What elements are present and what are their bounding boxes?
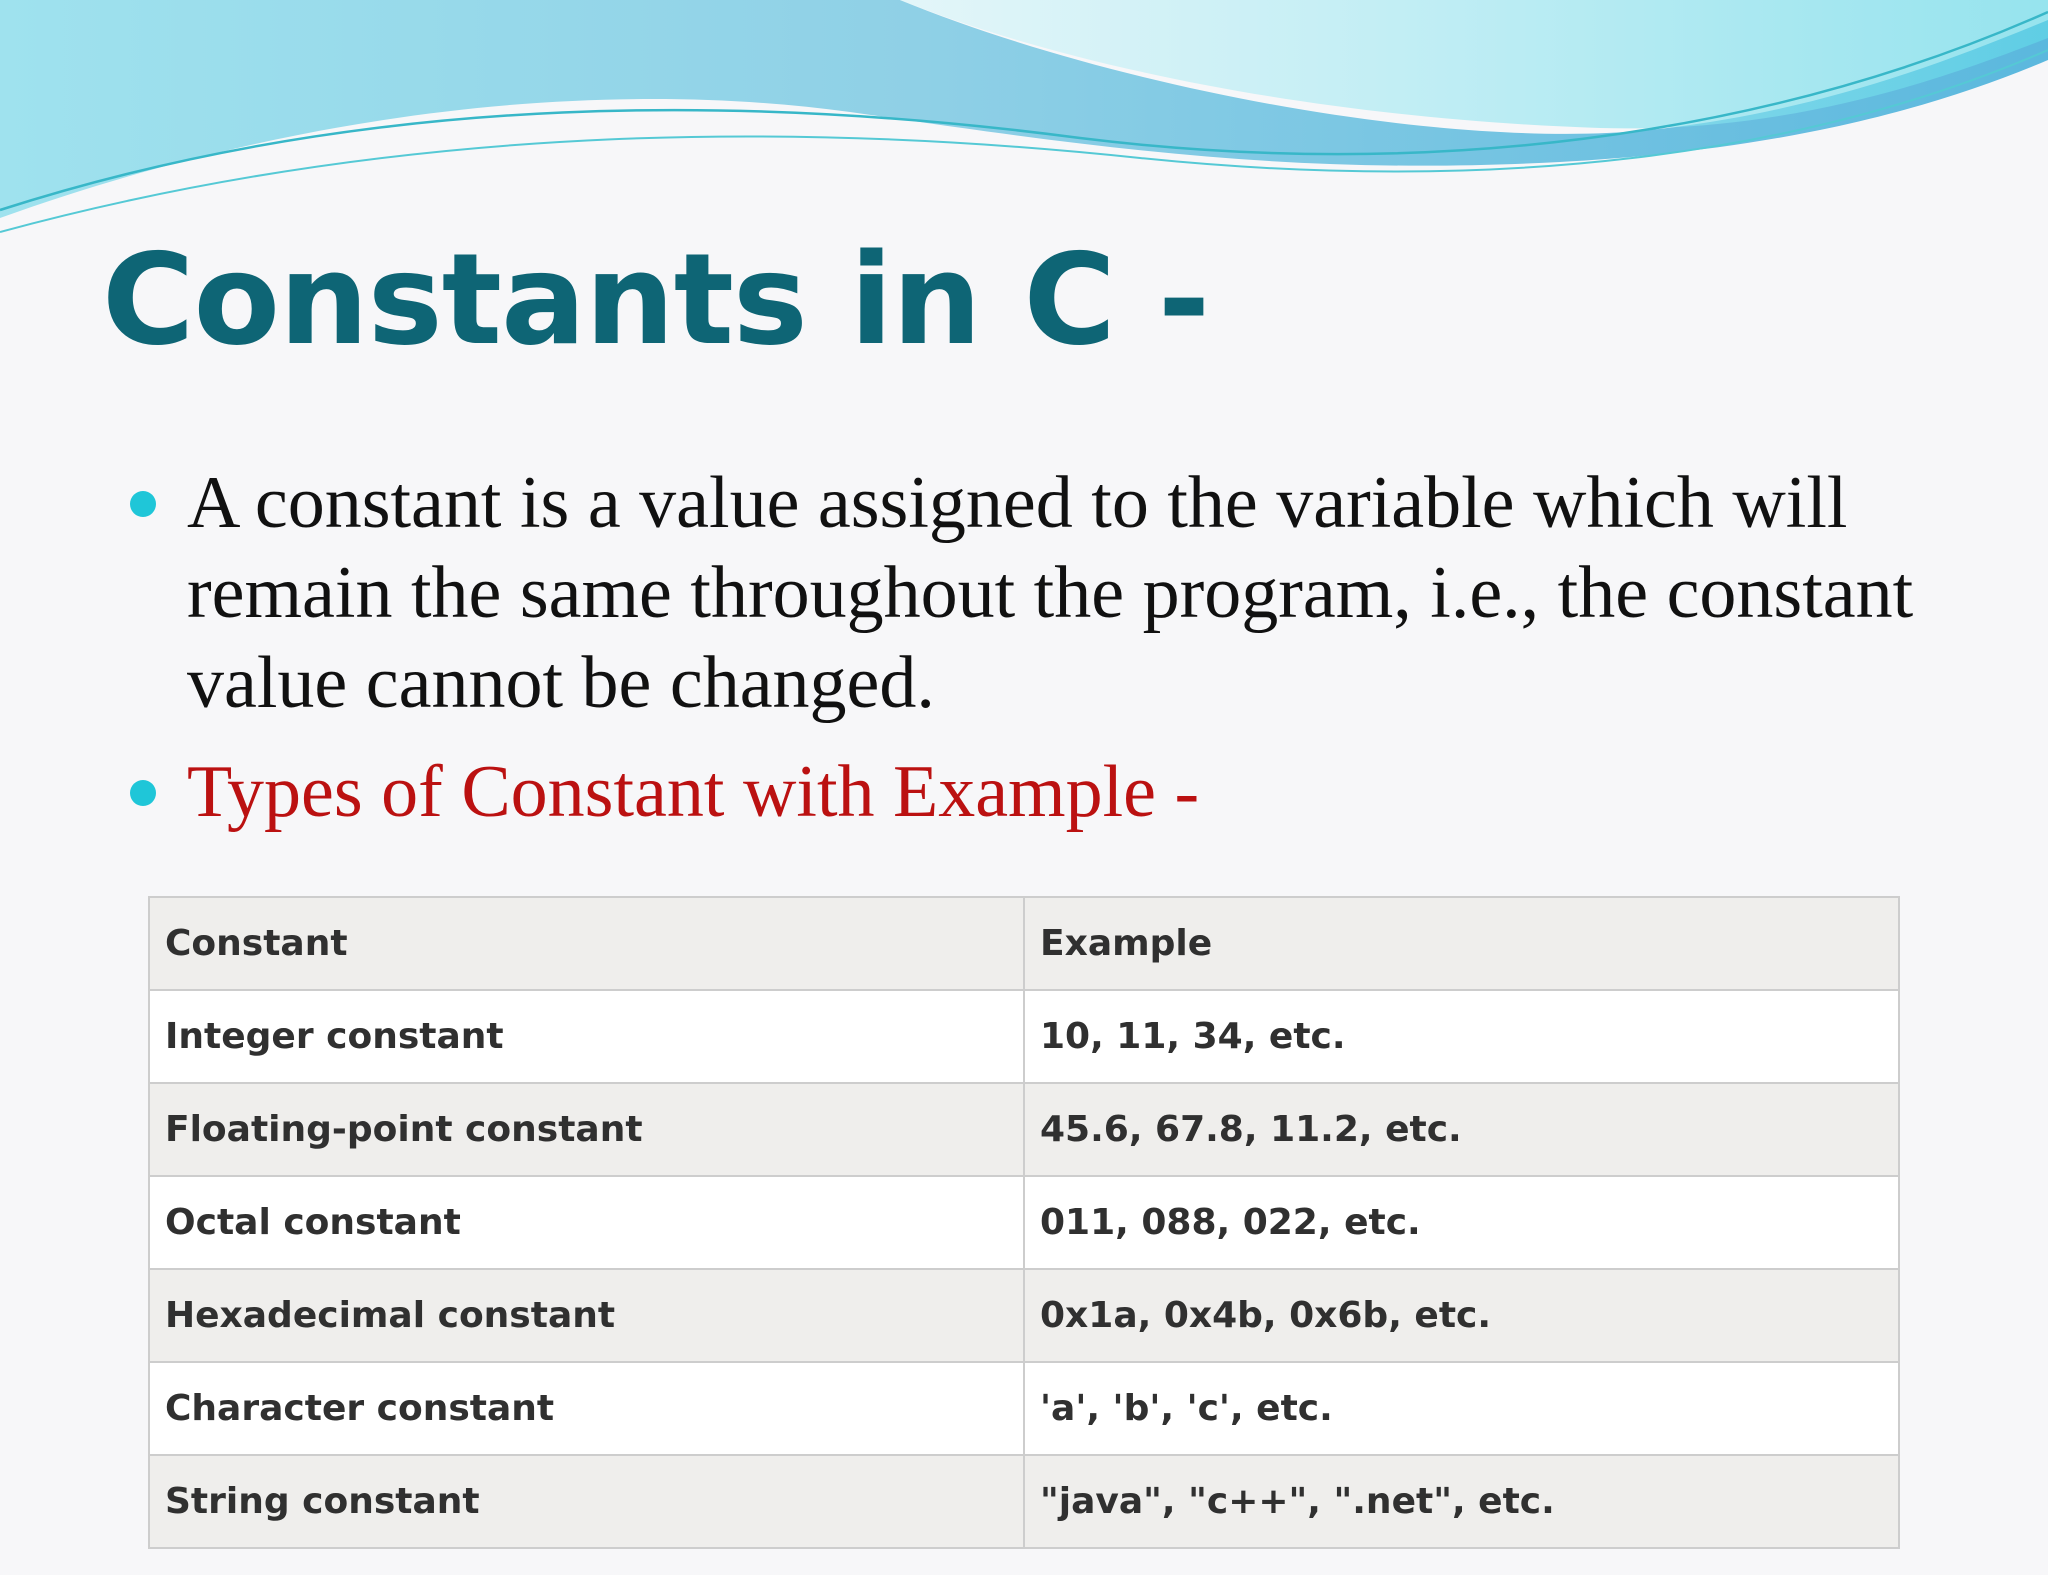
constants-table (148, 896, 1900, 1549)
table-row (149, 1455, 1899, 1548)
table-cell-example: 0x1a, 0x4b, 0x6b, etc. (1024, 1269, 1899, 1362)
bullet-list (130, 458, 1930, 837)
bullet-types-heading-text: Types of Constant with Example - (187, 751, 1200, 833)
table-row (149, 1269, 1899, 1362)
table-cell-constant: Integer constant (149, 990, 1024, 1083)
bullet-types-heading (130, 747, 1930, 837)
table-header-example: Example (1024, 897, 1899, 990)
table-row (149, 1176, 1899, 1269)
bullet-definition (130, 458, 1930, 728)
decorative-wave-header (0, 0, 2048, 240)
table-cell-constant: String constant (149, 1455, 1024, 1548)
table-cell-example: "java", "c++", ".net", etc. (1024, 1455, 1899, 1548)
bullet-dot-icon (130, 780, 156, 806)
table-cell-constant: Character constant (149, 1362, 1024, 1455)
table-header-row (149, 897, 1899, 990)
table-cell-constant: Hexadecimal constant (149, 1269, 1024, 1362)
table-cell-example: 10, 11, 34, etc. (1024, 990, 1899, 1083)
slide-title: Constants in C - (102, 226, 1210, 373)
table-row (149, 1083, 1899, 1176)
table-row (149, 1362, 1899, 1455)
bullet-definition-text: A constant is a value assigned to the variable which will remain the same throughout the program, i.e., the constant value cannot be changed. (187, 462, 1914, 724)
bullet-dot-icon (130, 491, 156, 517)
table-row (149, 990, 1899, 1083)
table-cell-example: 011, 088, 022, etc. (1024, 1176, 1899, 1269)
table-header-constant: Constant (149, 897, 1024, 990)
table-cell-example: 45.6, 67.8, 11.2, etc. (1024, 1083, 1899, 1176)
table-cell-constant: Octal constant (149, 1176, 1024, 1269)
table-cell-constant: Floating-point constant (149, 1083, 1024, 1176)
table-cell-example: 'a', 'b', 'c', etc. (1024, 1362, 1899, 1455)
